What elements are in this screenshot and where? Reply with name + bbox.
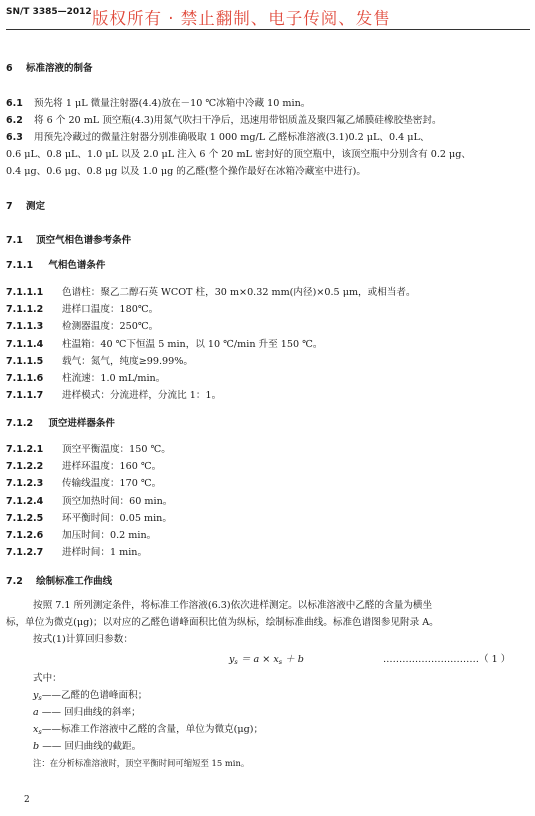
section-6-heading [6,60,92,74]
clause-6-2 [6,112,442,126]
condition-item [6,387,221,401]
condition-item [6,475,161,489]
condition-number: 7.1.1.7 [6,390,44,402]
subsection-title: 顶空气相色谱参考条件 [36,235,132,246]
subsection-number: 7.1.2 [6,418,34,429]
condition-item [6,370,165,384]
paragraph-7-2-line-2: 标，单位为微克(μg)；以对应的乙醛色谱峰面积比值为纵标，绘制标准曲线。标准色谱图参见附录 A。 [6,617,439,628]
condition-text: 色谱柱：聚乙二醇石英 WCOT 柱，30 m×0.32 mm(内径)×0.5 μm，或相当者。 [62,287,416,298]
symbol-definition [33,687,147,702]
equation-number: …………………………（ 1 ） [383,654,511,665]
condition-number: 7.1.1.5 [6,355,44,367]
condition-text: 进样模式：分流进样，分流比 1：1。 [62,390,222,402]
clause-6-3-line-3: 0.4 μg、0.6 μg、0.8 μg 以及 1.0 μg 的乙醛(整个操作最好在冰箱冷藏室中进行)。 [6,166,367,177]
eq-middle: ＝ a × x [237,654,279,665]
paragraph-7-2-line-1: 按照 7.1 所列测定条件，将标准工作溶液(6.3)依次进样测定。以标准溶液中乙醛的含量为横坐 [33,600,433,611]
condition-text: 环平衡时间：0.05 min。 [62,512,172,524]
section-7-heading [6,198,45,212]
subsection-number: 7.1 [6,235,23,246]
condition-text: 柱流速：1.0 mL/min。 [62,373,166,384]
condition-item [6,544,147,558]
section-7-number: 7 [6,201,13,212]
symbol: a [33,707,39,718]
clause-6-3-line-2: 0.6 μL、0.8 μL、1.0 μL 以及 2.0 μL 注入 6 个 20 mL 密封好的顶空瓶中，该顶空瓶中分别含有 0.2 μg、 [6,149,471,160]
where-label: 式中： [33,673,62,684]
condition-item [6,318,158,332]
eq-x-sub: s [278,658,283,666]
condition-item [6,510,172,524]
condition-number: 7.1.2.3 [6,478,44,490]
condition-number: 7.1.2.2 [6,461,44,473]
symbol-definition [33,704,141,718]
clause-number: 6.1 [6,98,23,109]
symbol-description: ——乙醛的色谱峰面积； [41,690,148,701]
symbol: y [33,690,39,701]
condition-item [6,284,416,298]
condition-item [6,458,161,472]
eq-y-sub: s [234,658,238,666]
condition-text: 顶空加热时间：60 min。 [62,495,173,507]
subsection-number: 7.1.1 [6,260,34,271]
condition-text: 载气：氮气，纯度≥99.99%。 [62,355,193,367]
subsection-title: 顶空进样器条件 [48,418,115,429]
condition-text: 进样环温度：160 ℃。 [62,461,162,473]
symbol-definition [33,721,263,736]
header-rule [6,29,530,30]
condition-number: 7.1.1.3 [6,321,44,333]
standard-code: SN/T 3385—2012 [6,7,92,17]
subsection-7-1-1-heading [6,257,105,271]
condition-item [6,441,171,455]
symbol-description: —— 回归曲线的斜率； [38,707,141,718]
condition-number: 7.1.1.1 [6,287,44,298]
section-6-number: 6 [6,63,13,74]
condition-item [6,527,156,541]
note: 注：在分析标准溶液时，顶空平衡时间可缩短至 15 min。 [33,758,250,768]
subsection-7-2-heading [6,573,112,587]
eq-y: y [229,654,235,665]
section-6-title: 标准溶液的制备 [25,63,93,74]
condition-text: 进样口温度：180℃。 [62,304,159,316]
condition-number: 7.1.1.2 [6,304,44,316]
condition-text: 检测器温度：250℃。 [62,321,159,333]
subsection-7-1-heading [6,232,131,246]
symbol: b [33,741,40,752]
regression-equation [229,651,304,666]
symbol: x [33,724,39,735]
condition-text: 柱温箱：40 ℃下恒温 5 min，以 10 ℃/min 升至 150 ℃。 [62,338,323,350]
condition-number: 7.1.2.4 [6,495,44,507]
condition-item [6,301,158,315]
subsection-title: 气相色谱条件 [48,260,106,271]
condition-item [6,493,172,507]
page-number: 2 [24,795,30,805]
condition-text: 加压时间：0.2 min。 [62,530,157,541]
condition-number: 7.1.2.7 [6,547,44,559]
condition-text: 顶空平衡温度：150 ℃。 [62,444,171,455]
clause-text: 预先将 1 μL 微量注射器(4.4)放在－10 ℃冰箱中冷藏 10 min。 [34,98,311,109]
subsection-number: 7.2 [6,576,23,587]
symbol-description: ——标准工作溶液中乙醛的含量，单位为微克(μg)； [41,724,264,735]
subsection-title: 绘制标准工作曲线 [36,576,113,587]
condition-text: 传输线温度：170 ℃。 [62,478,162,490]
clause-text: 将 6 个 20 mL 顶空瓶(4.3)用氮气吹扫干净后，迅速用带铝质盖及聚四氟乙烯膜硅橡胶垫密封。 [34,115,442,126]
paragraph-7-2-line-3: 按式(1)计算回归参数： [33,634,133,645]
condition-number: 7.1.1.4 [6,338,44,350]
symbol-subscript: s [38,694,42,702]
clause-number: 6.2 [6,115,23,126]
condition-number: 7.1.2.5 [6,512,44,524]
watermark: 版权所有 · 禁止翻制、电子传阅、发售 [92,9,391,28]
clause-6-3 [6,129,429,143]
condition-item [6,353,193,367]
condition-text: 进样时间：1 min。 [62,547,148,559]
condition-number: 7.1.2.6 [6,530,44,541]
clause-number: 6.3 [6,132,23,143]
condition-number: 7.1.2.1 [6,444,44,455]
symbol-definition [33,738,141,752]
clause-text-line: 用预先冷藏过的微量注射器分别准确吸取 1 000 mg/L 乙醛标准溶液(3.1)0.2 μL、0.4 μL、 [34,132,430,143]
eq-tail: ＋ b [282,654,304,665]
symbol-description: —— 回归曲线的截距。 [39,741,142,752]
clause-6-1 [6,95,310,109]
condition-number: 7.1.1.6 [6,373,44,384]
symbol-subscript: s [38,728,42,736]
section-7-title: 测定 [25,201,45,212]
subsection-7-1-2-heading [6,415,115,429]
condition-item [6,336,322,350]
